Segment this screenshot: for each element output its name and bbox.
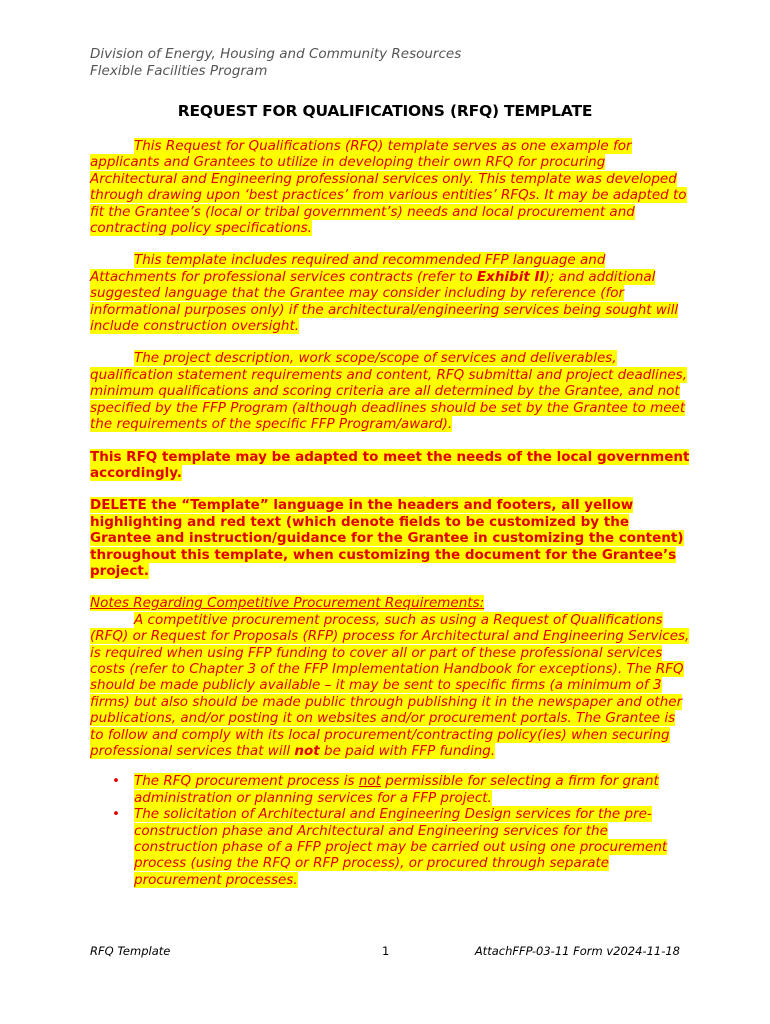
bullet1-emphasis-not: not <box>358 773 381 790</box>
template-text-c: ); and additional suggested language that the Grantee may consider including by reference (for informational purposes only) if the architectural/engineering services being sought will include construction oversight. <box>90 268 679 335</box>
bullet1-text-a: The RFQ procurement process is <box>134 773 359 790</box>
notes-text-a: A competitive procurement process, such as using a Request of Qualifications (RFQ) or Request for Proposals (RFP) process for Architectural and Engineering Services, is required when using FFP funding to cover all or part of these professional services costs (refer to Chapter 3 of the FFP Implementation Handbook for exceptions). The RFQ should be made publicly available – it may be sent to specific firms (a minimum of 3 firms) but also should be made public through publishing it in the newspaper and other publications, and/or posting it on websites and/or procurement portals. The Grantee is to follow and comply with its local procurement/contracting policy(ies) when securing professional services that will <box>90 611 690 759</box>
intro-text: This Request for Qualifications (RFQ) template serves as one example for applicants and Grantees to utilize in developing their own RFQ for procuring Architectural and Engineering professional services only. This template was developed through drawing upon ‘best practices’ from various entities’ RFQs. It may be adapted to fit the Grantee’s (local or tribal government’s) needs and local procurement and contracting policy specifications. <box>90 138 687 237</box>
document-title: REQUEST FOR QUALIFICATIONS (RFQ) TEMPLATE <box>177 102 593 120</box>
adapt-paragraph <box>90 449 690 482</box>
page-number: 1 <box>382 944 390 958</box>
intro-paragraph <box>90 138 690 236</box>
project-paragraph <box>90 350 690 432</box>
bullet1-text-c: permissible for selecting a firm for grant administration or planning services for a FFP project. <box>134 773 659 806</box>
page-header <box>90 46 461 80</box>
delete-instruction-text: DELETE the “Template” language in the headers and footers, all yellow highlighting and red text (which denote fields to be customized by the Grantee and instruction/guidance for the Grantee in customizing the content) throughout this template, when customizing the document for the Grantee’s project. <box>90 497 684 579</box>
notes-emphasis-not: not <box>294 743 320 759</box>
header-line-division: Division of Energy, Housing and Community Resources <box>90 46 462 62</box>
document-body <box>90 138 690 888</box>
notes-paragraph <box>90 612 690 760</box>
exhibit-reference: Exhibit II <box>476 268 545 285</box>
bullet2-text: The solicitation of Architectural and Engineering Design services for the pre-construction phase and Architectural and Engineering services for the construction phase of a FFP project may be carried out using one procurement process (using the RFQ or RFP process), or procured through separate procurement processes. <box>134 806 668 888</box>
notes-bullet-list <box>90 773 690 888</box>
bullet-icon: • <box>112 806 120 823</box>
notes-heading-line <box>90 595 690 611</box>
footer-doc-name: RFQ Template <box>90 944 171 958</box>
list-item <box>90 773 690 806</box>
project-text: The project description, work scope/scope of services and deliverables, qualification statement requirements and content, RFQ submittal and project deadlines, minimum qualifications and scoring criteria are all determined by the Grantee, and not specified by the FFP Program (although deadlines should be set by the Grantee to meet the requirements of the specific FFP Program/award). <box>90 350 687 433</box>
delete-instruction-paragraph <box>90 497 690 579</box>
template-text-a: This template includes required and recommended FFP language and Attachments for professional services contracts (refer to <box>90 252 606 285</box>
header-line-program: Flexible Facilities Program <box>90 63 268 79</box>
page-footer <box>90 944 680 962</box>
list-item <box>90 806 690 888</box>
notes-text-c: be paid with FFP funding. <box>319 743 496 759</box>
template-paragraph <box>90 252 690 334</box>
footer-form-id: AttachFFP-03-11 Form v2024-11-18 <box>474 944 680 958</box>
notes-heading: Notes Regarding Competitive Procurement Requirements: <box>90 595 485 612</box>
adapt-text: This RFQ template may be adapted to meet the needs of the local government accordingly. <box>90 448 690 481</box>
bullet-icon: • <box>112 773 120 790</box>
